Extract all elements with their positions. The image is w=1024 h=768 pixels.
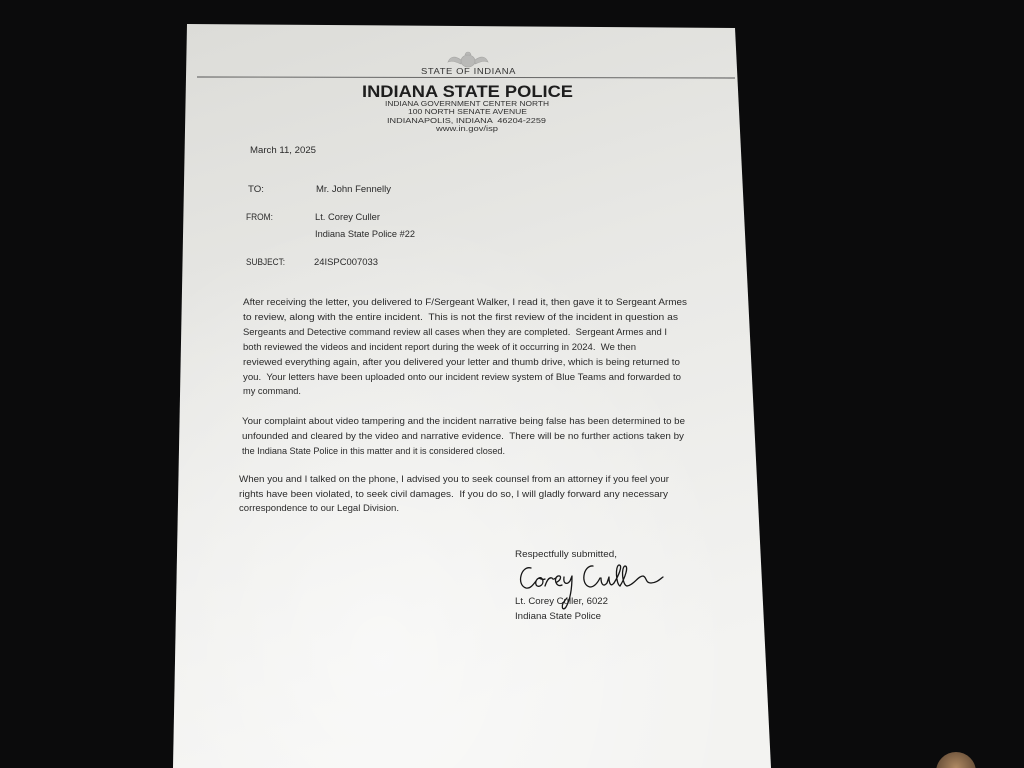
letterhead-address-line: 100 NORTH SENATE AVENUE	[408, 107, 527, 116]
body-line: unfounded and cleared by the video and narrative evidence. There will be no further actions taken by	[242, 431, 685, 442]
body-line: to review, along with the entire incident. This is not the first review of the incident in question as	[243, 312, 679, 323]
to-value: Mr. John Fennelly	[316, 184, 392, 195]
body-line: both reviewed the videos and incident report during the week of it occurring in 2024. We then	[243, 342, 636, 353]
letterhead-state: STATE OF INDIANA	[421, 67, 517, 76]
signer-name: Lt. Corey Culler, 6022	[515, 596, 608, 607]
letterhead-address-line: INDIANAPOLIS, INDIANA 46204-2259	[387, 116, 546, 125]
from-value: Lt. Corey Culler	[315, 212, 381, 223]
body-line: the Indiana State Police in this matter and it is considered closed.	[242, 446, 505, 457]
body-line: Sergeants and Detective command review all cases when they are completed. Sergeant Armes and I	[243, 327, 667, 338]
body-line: Your complaint about video tampering and the incident narrative being false has been determined to be	[242, 416, 685, 427]
body-line: correspondence to our Legal Division.	[239, 503, 399, 514]
subject-label: SUBJECT:	[246, 257, 285, 268]
to-label: TO:	[248, 184, 264, 195]
from-label: FROM:	[246, 212, 273, 223]
body-line: After receiving the letter, you delivered to F/Sergeant Walker, I read it, then gave it to Sergeant Armes	[243, 297, 688, 308]
letterhead-address-line: INDIANA GOVERNMENT CENTER NORTH	[385, 99, 549, 108]
signer-organization: Indiana State Police	[515, 611, 601, 622]
body-paragraph-1	[243, 297, 687, 397]
subject-value: 24ISPC007033	[314, 257, 378, 268]
body-line: you. Your letters have been uploaded onto our incident review system of Blue Teams and forwarded to	[243, 372, 681, 383]
letterhead-agency: INDIANA STATE POLICE	[362, 82, 573, 101]
letterhead-website: www.in.gov/isp	[434, 124, 498, 133]
body-line: my command.	[243, 386, 301, 397]
body-line: reviewed everything again, after you delivered your letter and thumb drive, which is being returned to	[243, 357, 680, 368]
body-line: When you and I talked on the phone, I advised you to seek counsel from an attorney if you feel your	[239, 474, 670, 485]
body-line: rights have been violated, to seek civil damages. If you do so, I will gladly forward any necessary	[239, 489, 669, 500]
closing-salutation: Respectfully submitted,	[515, 549, 617, 560]
letter-date: March 11, 2025	[250, 145, 316, 156]
from-value: Indiana State Police #22	[315, 229, 415, 240]
